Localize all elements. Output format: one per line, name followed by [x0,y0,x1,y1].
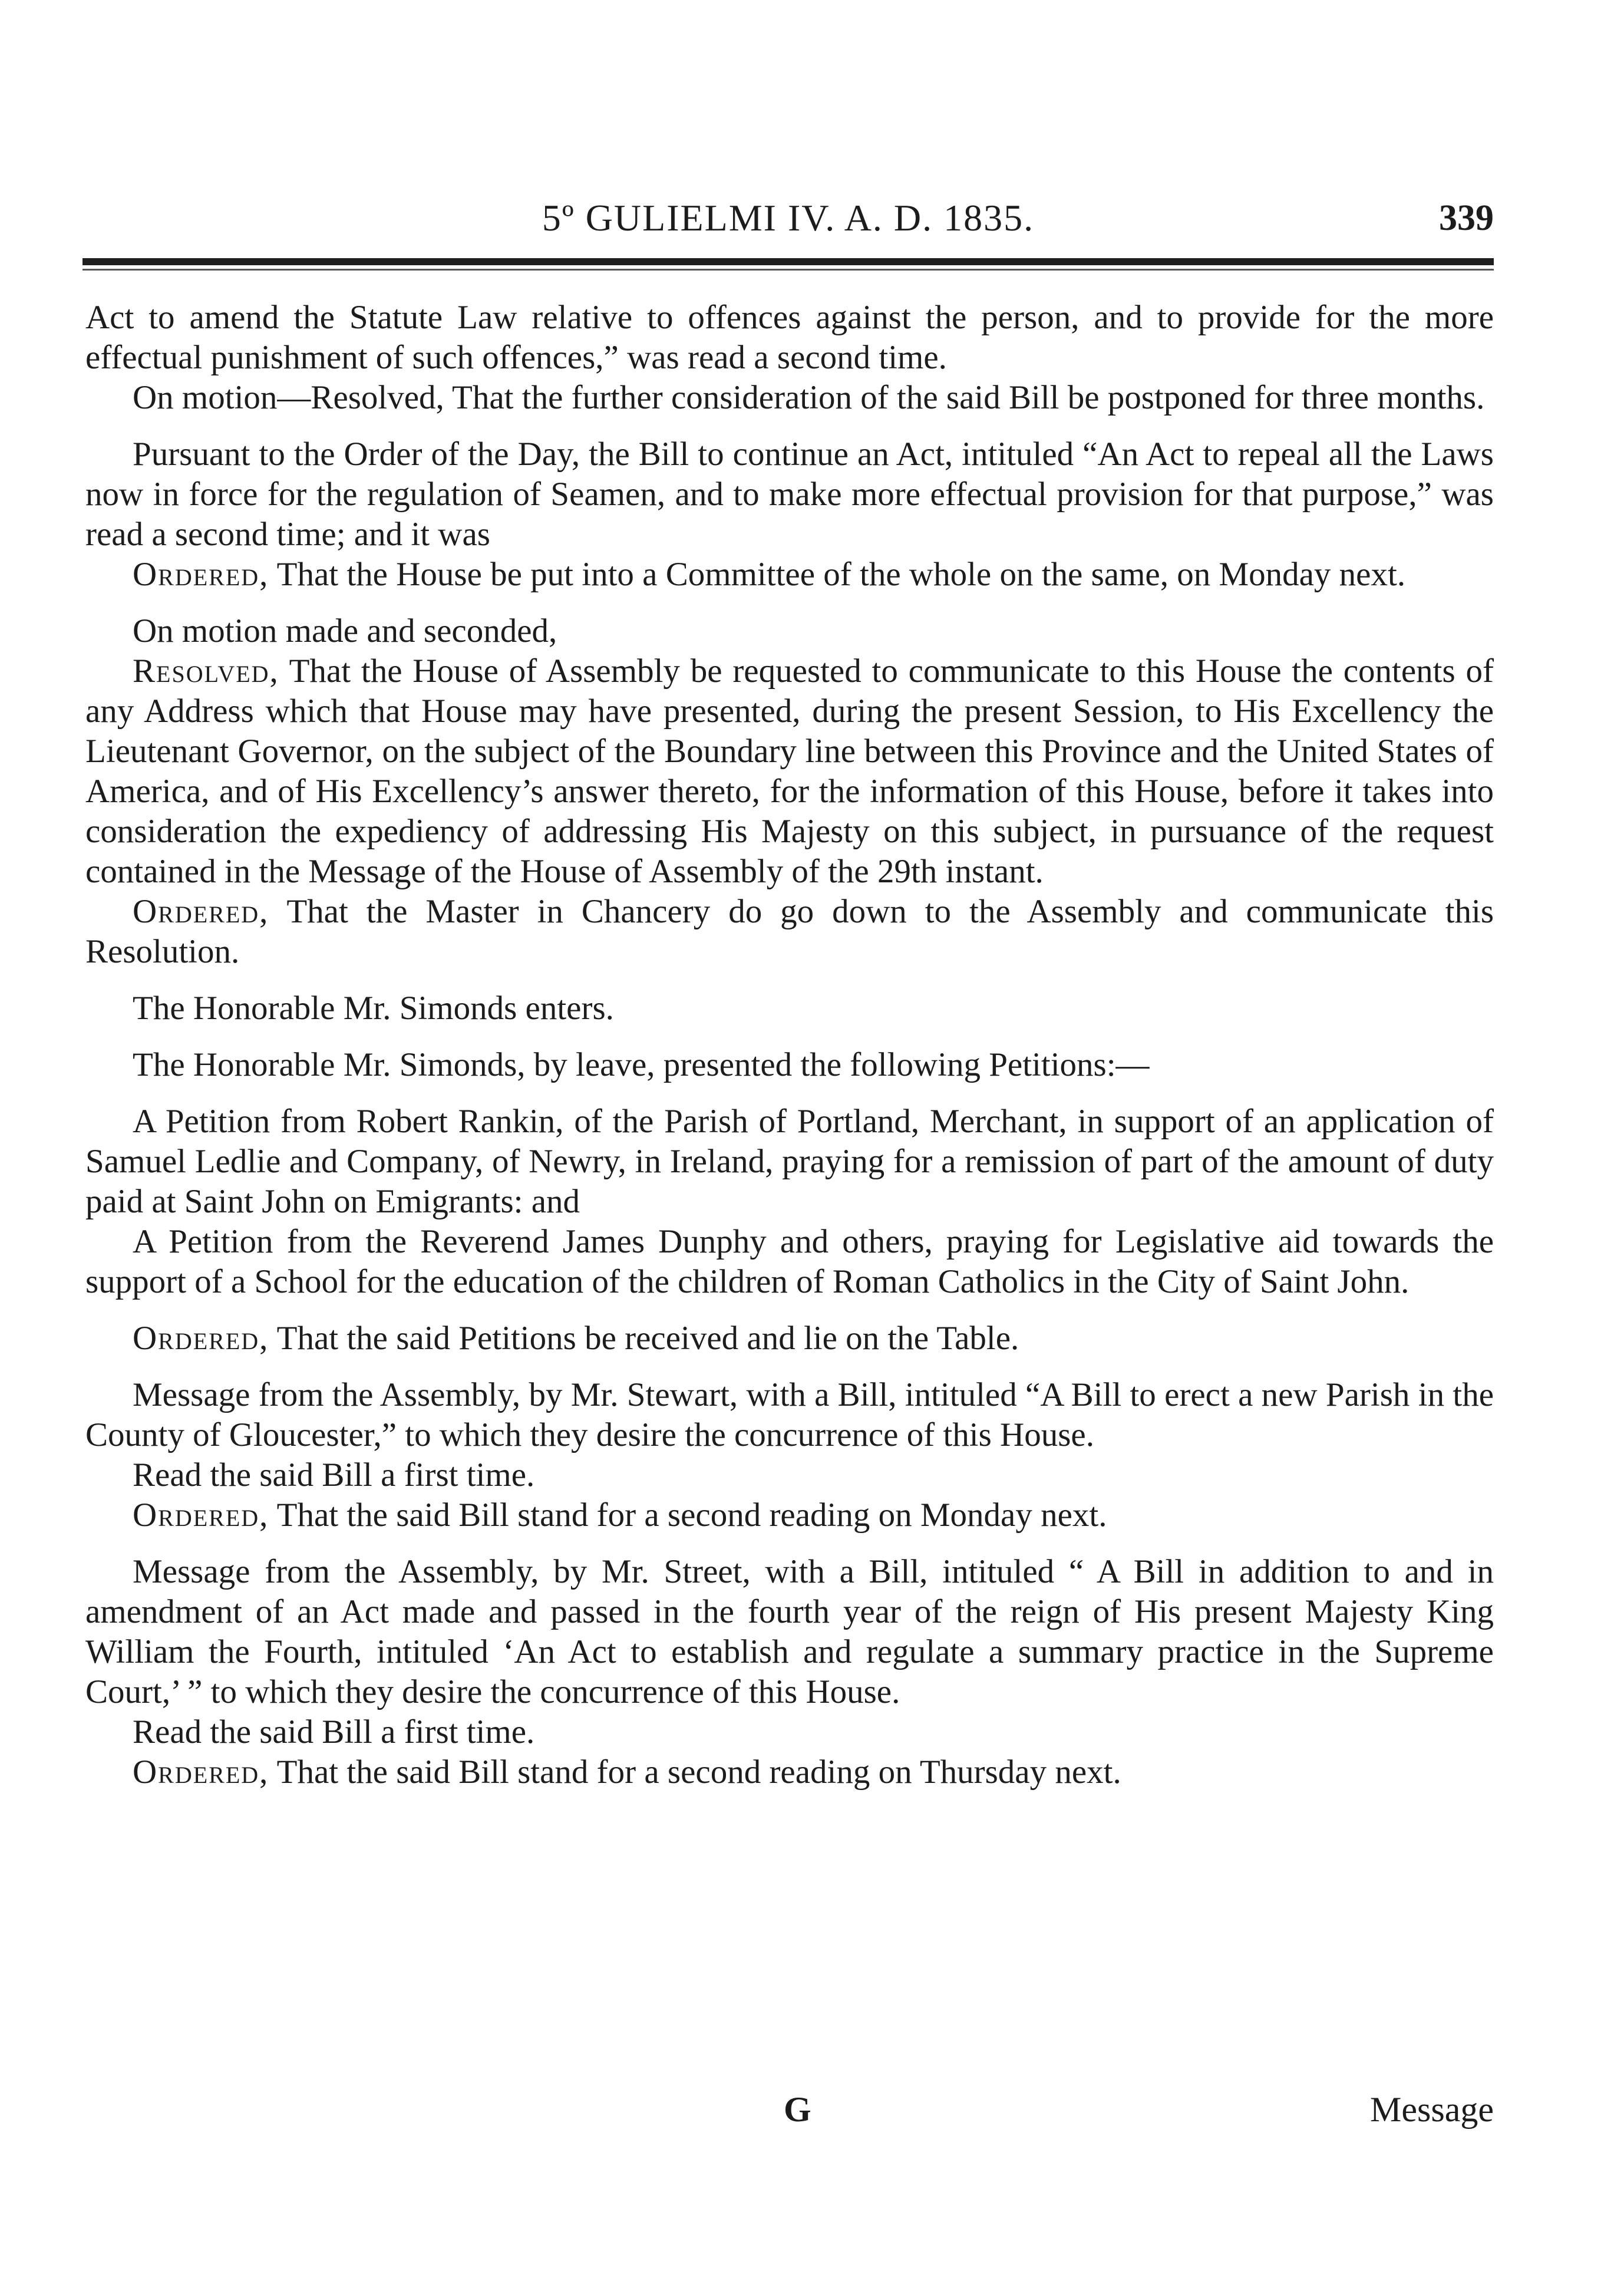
paragraph-text: Read the said Bill a first time. [133,1456,535,1494]
paragraph [85,1712,1494,1752]
page-header [82,189,1494,248]
paragraph [85,1102,1494,1222]
paragraph-lead-word: Resolved, [133,652,279,690]
journal-body [85,298,1494,1792]
paragraph [85,988,1494,1029]
paragraph-text: The Honorable Mr. Simonds enters. [133,990,614,1027]
paragraph [85,298,1494,378]
paragraph-lead-word: Ordered, [133,893,269,930]
paragraph [85,1552,1494,1712]
paragraph-text: Pursuant to the Order of the Day, the Bill to continue an Act, intituled “An Act to repeal all the Laws now in force for the regulation of Seamen, and to make more effectual provision for that purpose,” was read a second time; and it was [85,436,1494,553]
paragraph-text: That the Master in Chancery do go down to the Assembly and communicate this Resolution. [85,893,1494,970]
paragraph-text: Act to amend the Statute Law relative to offences against the person, and to provide for the more effectual punishment of such offences,” was read a second time. [85,299,1494,376]
paragraph [85,892,1494,972]
paragraph-text: That the said Bill stand for a second reading on Monday next. [269,1496,1107,1534]
paragraph [85,1222,1494,1302]
header-rule [82,258,1494,265]
paragraph-text: Message from the Assembly, by Mr. Stewart, with a Bill, intituled “A Bill to erect a new Parish in the County of Gloucester,” to which they desire the concurrence of this House. [85,1376,1494,1453]
paragraph-lead-word: Ordered, [133,1320,269,1357]
paragraph-text: The Honorable Mr. Simonds, by leave, presented the following Petitions:— [133,1046,1150,1083]
paragraph-text: Message from the Assembly, by Mr. Street, with a Bill, intituled “ A Bill in addition to and in amendment of an Act made and passed in the fourth year of the reign of His present Majesty King William the Fourth, intituled ‘An Act to establish and regulate a summary practice in the Supreme Court,’ ” to which they desire the concurrence of this House. [85,1553,1494,1710]
paragraph-lead-word: Ordered, [133,556,269,593]
running-head: 5º GULIELMI IV. A. D. 1835. [542,197,1035,239]
paragraph-text: That the said Bill stand for a second reading on Thursday next. [269,1753,1121,1791]
paragraph-text: On motion made and seconded, [133,612,557,650]
catchword: Message [1370,2090,1494,2129]
paragraph [85,555,1494,595]
paragraph [85,651,1494,892]
signature-mark: G [784,2090,811,2129]
paragraph [85,1375,1494,1455]
paragraph-lead-word: Ordered, [133,1496,269,1534]
paragraph-text: A Petition from the Reverend James Dunphy and others, praying for Legislative aid towards the support of a School for the education of the children of Roman Catholics in the City of Saint John. [85,1223,1494,1300]
paragraph [85,434,1494,555]
paragraph [85,1495,1494,1535]
paragraph [85,1045,1494,1085]
paragraph-text: That the said Petitions be received and lie on the Table. [269,1320,1019,1357]
page-number: 339 [1439,198,1494,238]
paragraph-lead-word: Ordered, [133,1753,269,1791]
paragraph [85,378,1494,418]
paragraph-text: That the House of Assembly be requested to communicate to this House the contents of any Address which that House may have presented, during the present Session, to His Excellency the Lieutenant Governor, on the subject of the Boundary line between this Province and the United States of America, and of His Excellency’s answer thereto, for the information of this House, before it takes into consideration the expediency of addressing His Majesty on this subject, in pursuance of the request contained in the Message of the House of Assembly of the 29th instant. [85,652,1494,890]
paragraph-text: Read the said Bill a first time. [133,1713,535,1751]
paragraph-text: On motion—Resolved, That the further consideration of the said Bill be postponed for three months. [133,379,1485,416]
paragraph-text: That the House be put into a Committee of the whole on the same, on Monday next. [269,556,1406,593]
paragraph [85,1752,1494,1792]
paragraph [85,1318,1494,1359]
paragraph [85,611,1494,651]
paragraph [85,1455,1494,1495]
paragraph-text: A Petition from Robert Rankin, of the Parish of Portland, Merchant, in support of an application of Samuel Ledlie and Company, of Newry, in Ireland, praying for a remission of part of the amount of duty paid at Saint John on Emigrants: and [85,1103,1494,1220]
